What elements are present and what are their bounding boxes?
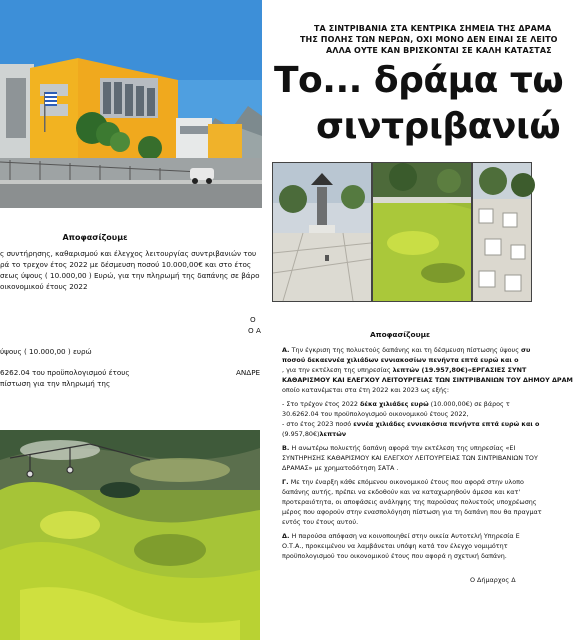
right-decision-line xyxy=(282,478,524,488)
clipping-subheadline: ΤΗΣ ΠΟΛΗΣ ΤΩΝ ΝΕΡΩΝ, ΟΧΙ ΜΟΝΟ ΔΕΝ ΕΙΝΑΙ ΣΕ ΛΕΙΤΟ xyxy=(300,35,558,44)
text-run: οποίο κατανέμεται στα έτη 2022 και 2023 ως εξής: xyxy=(282,386,450,394)
text-run: «ΕΡΓΑΣΙΕΣ ΣΥΝΤ xyxy=(467,366,527,374)
right-decision-line xyxy=(282,454,538,464)
clipping-photo-fountain-square xyxy=(472,162,532,302)
text-run: (10.000,00€) σε βάρος τ xyxy=(428,400,510,408)
left-line: σεως ύψους ( 10.000,00 ) Ευρώ, για την πληρωμή της δαπάνης σε βάρο xyxy=(0,271,260,280)
left-line: 6262.04 του προϋπολογισμού έτους xyxy=(0,368,130,377)
text-run: μέρος που αφορούν στην ενασπολόγηση πίστωση για τη δαπάνη που θα πραγματ xyxy=(282,508,542,516)
text-run: , για την εκτέλεση της υπηρεσίας xyxy=(282,366,393,374)
clipping-subheadline: ΑΛΛΑ ΟΥΤΕ ΚΑΝ ΒΡΙΣΚΟΝΤΑΙ ΣΕ ΚΑΛΗ ΚΑΤΑΣΤΑΣ xyxy=(326,46,552,55)
left-line: ύψους ( 10.000,00 ) ευρώ xyxy=(0,347,92,356)
text-run: δέκα χιλιάδες ευρώ xyxy=(360,400,429,408)
text-run: (9.957,80€) xyxy=(282,430,320,438)
text-run: συ xyxy=(521,346,531,354)
right-decision-line xyxy=(282,420,539,430)
clipping-headline-line-2: σιντριβανιώ xyxy=(316,106,561,147)
text-run: Α. xyxy=(282,346,292,354)
right-decision-line xyxy=(282,542,508,552)
left-line: O A xyxy=(248,326,261,335)
left-decision-text xyxy=(0,222,262,422)
text-run: λεπτών xyxy=(319,430,347,438)
text-run: ΣΥΝΤΗΡΗΣΗΣ ΚΑΘΑΡΙΣΜΟΥ ΚΑΙ ΕΛΕΓΧΟΥ ΛΕΙΤΟΥΡΓΕΙΑΣ ΤΩΝ ΣΙΝΤΡΙΒΑΝΙΩΝ ΤΟΥ xyxy=(282,454,538,462)
right-decision-line xyxy=(282,488,520,498)
right-decision-line xyxy=(282,400,510,410)
text-run: Με την έναρξη κάθε επόμενου οικονομικού έτους που αφορά στην υλοπο xyxy=(290,478,524,486)
left-line: οικονομικού έτους 2022 xyxy=(0,282,88,291)
right-decision-heading: Αποφασίζουμε xyxy=(370,330,431,339)
right-decision-line xyxy=(282,552,507,562)
right-decision-line xyxy=(282,444,515,454)
right-decision-line xyxy=(282,410,469,420)
text-run: Την έγκριση της πολυετούς δαπάνης και τη δέσμευση πίστωσης ύψους xyxy=(291,346,522,354)
right-decision-line xyxy=(282,464,398,474)
right-decision-text xyxy=(270,322,573,640)
right-decision-line xyxy=(282,508,542,518)
text-run: Ο Δήμαρχος Δ xyxy=(470,576,516,584)
left-line: ρά το τρεχον έτος 2022 με δέσμευση ποσού 10.000,00€ και στο έτος xyxy=(0,260,252,269)
right-decision-line xyxy=(282,498,537,508)
clipping-headline-line-1: Το... δράμα τω xyxy=(274,60,564,101)
text-run: - Στο τρέχον έτος 2022 xyxy=(282,400,361,408)
text-run: ποσού δεκαεννέα χιλιάδων εννιακοσίων πενήντα επτά ευρώ και ο xyxy=(282,356,519,364)
right-decision-line xyxy=(470,576,516,586)
text-run: Δ. xyxy=(282,532,292,540)
algae-fountain-photo xyxy=(0,430,260,640)
right-decision-line xyxy=(282,430,346,440)
text-run: προϋπολογισμού του οικονομικού έτους που αφορά η σχετική δαπάνη. xyxy=(282,552,507,560)
school-building-photo xyxy=(0,0,262,208)
left-line: πίστωση για την πληρωμή της xyxy=(0,379,111,388)
left-decision-heading: Αποφασίζουμε xyxy=(62,233,128,242)
left-line: ΑΝΔΡΕ xyxy=(236,368,261,377)
right-decision-line xyxy=(282,346,530,356)
text-run: λεπτών (19.957,80€) xyxy=(392,366,468,374)
text-run: εννέα χιλιάδες εννιακόσια πενήντα επτά ευρώ και ο xyxy=(353,420,540,428)
text-run: προτεραιότητα, οι αποφάσεις ανάληψης της παρούσας πολυετούς υποχρέωσης xyxy=(282,498,537,506)
text-run: δαπάνης αυτής, πρέπει να εκδοθούν και να καταχωρηθούν άμεσα και κατ' xyxy=(282,488,521,496)
newspaper-clipping xyxy=(270,14,564,304)
right-decision-line xyxy=(282,376,573,386)
text-run: ΚΑΘΑΡΙΣΜΟΥ ΚΑΙ ΕΛΕΓΧΟΥ ΛΕΙΤΟΥΡΓΕΙΑΣ ΤΩΝ ΣΙΝΤΡΙΒΑΝΙΩΝ ΤΟΥ ΔΗΜΟΥ ΔΡΑΜ xyxy=(282,376,573,384)
text-run: Β. xyxy=(282,444,292,452)
text-run: - στο έτος 2023 ποσό xyxy=(282,420,354,428)
text-run: Η ανωτέρω πολυετής δαπάνη αφορά την εκτέλεση της υπηρεσίας «ΕΙ xyxy=(291,444,516,452)
text-run: Η παρούσα απόφαση να κοινοποιηθεί στην οικεία Αυτοτελή Υπηρεσία Ε xyxy=(291,532,520,540)
text-run: εντός του έτους αυτού. xyxy=(282,518,359,526)
right-decision-line xyxy=(282,532,520,542)
text-run: 30.6262.04 του προϋπολογισμού οικονομικού έτους 2022, xyxy=(282,410,469,418)
right-decision-line xyxy=(282,356,519,366)
left-line: ς συντήρησης, καθαρισμού και έλεγχος λειτουργίας συντριβανιών του xyxy=(0,249,257,258)
right-decision-line xyxy=(282,518,358,528)
text-run: ΔΡΑΜΑΣ» με χρηματοδότηση ΣΑΤΑ . xyxy=(282,464,399,472)
clipping-subheadline: ΤΑ ΣΙΝΤΡΙΒΑΝΙΑ ΣΤΑ ΚΕΝΤΡΙΚΑ ΣΗΜΕΙΑ ΤΗΣ ΔΡΑΜΑ xyxy=(314,24,552,33)
clipping-photo-algae-pool xyxy=(372,162,472,302)
right-decision-line xyxy=(282,366,526,376)
clipping-photo-statue xyxy=(272,162,372,302)
right-decision-line xyxy=(282,386,449,396)
left-line: O xyxy=(250,315,256,324)
text-run: Ο.Τ.Α., προκειμένου να λαμβάνεται υπόψη κατά τον έλεγχο νομιμότητ xyxy=(282,542,508,550)
text-run: Γ. xyxy=(282,478,291,486)
